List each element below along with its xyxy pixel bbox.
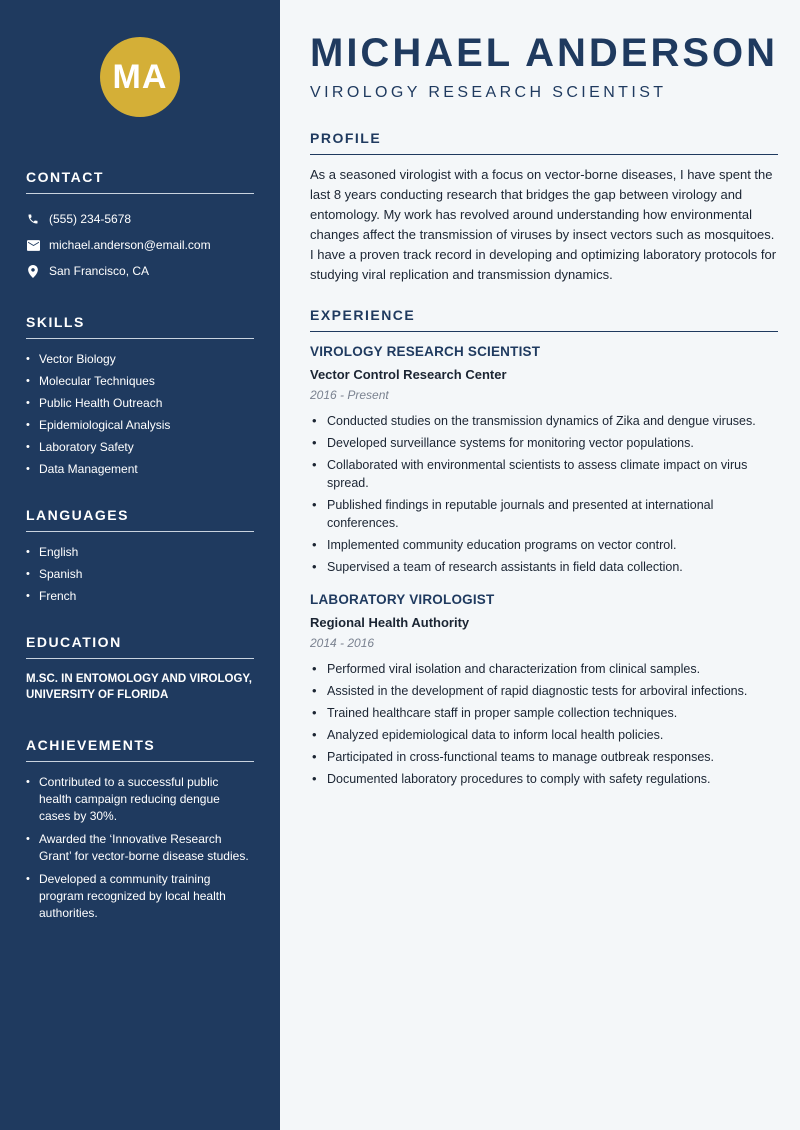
list-item: • Published findings in reputable journals and presented at international conferences. xyxy=(310,496,778,532)
contact-email xyxy=(26,232,254,258)
main-content xyxy=(280,0,800,1130)
achievements-list xyxy=(26,774,254,922)
skills-list xyxy=(26,351,254,483)
list-item: • Documented laboratory procedures to comply with safety regulations. xyxy=(310,770,778,788)
responsibility-list xyxy=(310,412,778,576)
company-name: Regional Health Authority xyxy=(310,615,470,630)
sidebar xyxy=(0,0,280,1130)
candidate-name: MICHAEL ANDERSON xyxy=(310,31,779,75)
list-item: • Collaborated with environmental scientists to assess climate impact on virus spread. xyxy=(310,456,778,492)
list-item: • Developed a community training program recognized by local health authorities. xyxy=(26,871,254,922)
degree-text: M.SC. IN ENTOMOLOGY AND VIROLOGY, UNIVERSITY OF FLORIDA xyxy=(26,673,252,701)
list-item: • Conducted studies on the transmission dynamics of Zika and dengue viruses. xyxy=(310,412,778,430)
contact-list xyxy=(26,206,254,284)
list-item: • Spanish xyxy=(26,566,254,588)
list-item: • Molecular Techniques xyxy=(26,373,254,395)
list-item: • Assisted in the development of rapid diagnostic tests for arboviral infections. xyxy=(310,682,778,700)
mail-icon xyxy=(26,238,40,252)
list-item: • French xyxy=(26,588,254,610)
list-item: • Analyzed epidemiological data to inform local health policies. xyxy=(310,726,778,744)
list-item: • Awarded the ‘Innovative Research Grant’ for vector-borne disease studies. xyxy=(26,831,254,865)
list-item: • Contributed to a successful public health campaign reducing dengue cases by 30%. xyxy=(26,774,254,825)
experience-section xyxy=(310,307,778,788)
list-item: • Performed viral isolation and characterization from clinical samples. xyxy=(310,660,778,678)
education-section xyxy=(26,634,254,703)
contact-phone xyxy=(26,206,254,232)
profile-section xyxy=(310,130,778,285)
candidate-title: VIROLOGY RESEARCH SCIENTIST xyxy=(310,84,667,101)
list-item: • Data Management xyxy=(26,461,254,483)
list-item: • English xyxy=(26,544,254,566)
list-item: • Laboratory Safety xyxy=(26,439,254,461)
email-text: michael.anderson@email.com xyxy=(49,238,211,252)
avatar xyxy=(100,37,180,117)
list-item: • Epidemiological Analysis xyxy=(26,417,254,439)
languages-section xyxy=(26,507,254,610)
profile-text: As a seasoned virologist with a focus on vector-borne diseases, I have spent the last 8 years conducting research that bridges the gap between virology and entomology. My work has revolved around understanding how environmental changes affect the transmission of viruses by insect vectors such as mosquitoes. I have a proven track record in developing and optimizing laboratory protocols for studying viral replication and transmission dynamics. xyxy=(310,167,777,282)
skills-heading: SKILLS xyxy=(26,314,254,339)
phone-text: (555) 234-5678 xyxy=(49,212,132,226)
languages-heading: LANGUAGES xyxy=(26,507,254,532)
list-item: • Implemented community education programs on vector control. xyxy=(310,536,778,554)
list-item: • Vector Biology xyxy=(26,351,254,373)
responsibility-list xyxy=(310,660,778,788)
company-name: Vector Control Research Center xyxy=(310,367,507,382)
languages-list xyxy=(26,544,254,610)
contact-heading: CONTACT xyxy=(26,169,254,194)
list-item: • Supervised a team of research assistants in field data collection. xyxy=(310,558,778,576)
job-title: LABORATORY VIROLOGIST xyxy=(310,592,495,607)
location-text: San Francisco, CA xyxy=(49,264,150,278)
list-item: • Developed surveillance systems for monitoring vector populations. xyxy=(310,434,778,452)
list-item: • Trained healthcare staff in proper sample collection techniques. xyxy=(310,704,778,722)
phone-icon xyxy=(26,212,40,226)
contact-section xyxy=(26,169,254,284)
list-item: • Public Health Outreach xyxy=(26,395,254,417)
profile-heading: PROFILE xyxy=(310,130,778,155)
job-entry xyxy=(310,592,778,788)
experience-heading: EXPERIENCE xyxy=(310,307,778,332)
skills-section xyxy=(26,314,254,483)
achievements-heading: ACHIEVEMENTS xyxy=(26,737,254,762)
contact-location xyxy=(26,258,254,284)
location-pin-icon xyxy=(26,264,40,278)
list-item: • Participated in cross-functional teams to manage outbreak responses. xyxy=(310,748,778,766)
avatar-initials: MA xyxy=(112,57,168,96)
job-dates: 2016 - Present xyxy=(310,388,389,402)
job-entry xyxy=(310,344,778,576)
education-heading: EDUCATION xyxy=(26,634,254,659)
achievements-section xyxy=(26,737,254,922)
job-dates: 2014 - 2016 xyxy=(310,636,375,650)
job-title: VIROLOGY RESEARCH SCIENTIST xyxy=(310,344,541,359)
